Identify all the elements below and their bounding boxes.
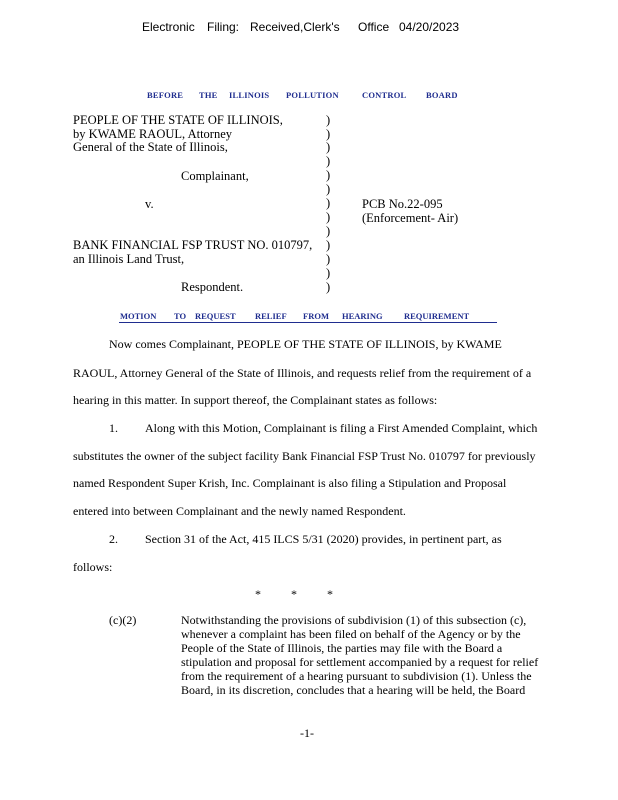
body-line: follows: (73, 560, 113, 574)
caption-paren: ) (326, 168, 331, 182)
motion-title-word: MOTION (120, 311, 157, 321)
caption-paren: ) (326, 238, 331, 252)
caption-paren: ) (326, 140, 331, 154)
section-break-asterisk: * (327, 587, 333, 601)
quote-line: Notwithstanding the provisions of subdivision (1) of this subsection (c), (181, 613, 527, 627)
board-title-word: THE (199, 90, 218, 100)
caption-plaintiff-line: by KWAME RAOUL, Attorney (73, 127, 233, 141)
board-title-word: POLLUTION (286, 90, 339, 100)
caption-paren: ) (326, 224, 331, 238)
caption-paren: ) (326, 127, 331, 141)
motion-title-word: REQUIREMENT (404, 311, 470, 321)
caption-paren: ) (326, 210, 331, 224)
body-line: Along with this Motion, Complainant is filing a First Amended Complaint, which (145, 421, 538, 435)
quote-line: from the requirement of a hearing pursuant to subdivision (1). Unless the (181, 669, 532, 683)
caption-respondent-line: an Illinois Land Trust, (73, 252, 185, 266)
body-line: hearing in this matter. In support thereof, the Complainant states as follows: (73, 393, 438, 407)
caption-versus: v. (145, 197, 154, 211)
stamp-received: Received,Clerk's (250, 20, 340, 34)
caption-paren: ) (326, 266, 331, 280)
paragraph-number: 2. (109, 532, 118, 546)
motion-title-word: FROM (303, 311, 329, 321)
caption-complainant-role: Complainant, (181, 169, 249, 183)
section-break-asterisk: * (255, 587, 261, 601)
board-title-word: BEFORE (147, 90, 184, 100)
caption-paren: ) (326, 252, 331, 266)
paragraph-number: 1. (109, 421, 118, 435)
stamp-date: 04/20/2023 (399, 20, 460, 34)
board-title-word: CONTROL (362, 90, 407, 100)
quote-line: Board, in its discretion, concludes that a hearing will be held, the Board (181, 683, 526, 697)
caption-paren: ) (326, 154, 331, 168)
section-break-asterisk: * (291, 587, 297, 601)
quote-line: whenever a complaint has been filed on behalf of the Agency or by the (181, 627, 521, 641)
case-type: (Enforcement- Air) (362, 211, 459, 225)
caption-paren: ) (326, 196, 331, 210)
page-number: -1- (300, 726, 314, 740)
body-line: Now comes Complainant, PEOPLE OF THE STATE OF ILLINOIS, by KWAME (109, 337, 502, 351)
body-line: Section 31 of the Act, 415 ILCS 5/31 (2020) provides, in pertinent part, as (145, 532, 502, 546)
motion-title-word: HEARING (342, 311, 383, 321)
stamp-electronic: Electronic (142, 20, 195, 34)
motion-title-word: RELIEF (255, 311, 287, 321)
caption-respondent-role: Respondent. (181, 280, 244, 294)
board-title-word: BOARD (426, 90, 458, 100)
stamp-filing: Filing: (207, 20, 240, 34)
stamp-office: Office (358, 20, 390, 34)
caption-respondent-line: BANK FINANCIAL FSP TRUST NO. 010797, (73, 238, 313, 252)
quote-line: stipulation and proposal for settlement accompanied by a request for relief (181, 655, 539, 669)
body-line: RAOUL, Attorney General of the State of Illinois, and requests relief from the requirement of a (73, 366, 532, 380)
caption-plaintiff-line: General of the State of Illinois, (73, 140, 228, 154)
body-line: substitutes the owner of the subject facility Bank Financial FSP Trust No. 010797 for previously (73, 449, 536, 463)
board-title-word: ILLINOIS (229, 90, 270, 100)
case-number: PCB No.22-095 (362, 197, 443, 211)
quote-line: People of the State of Illinois, the parties may file with the Board a (181, 641, 503, 655)
body-line: entered into between Complainant and the newly named Respondent. (73, 504, 406, 518)
caption-paren: ) (326, 280, 331, 294)
motion-title-underline (119, 322, 497, 323)
caption-plaintiff-line: PEOPLE OF THE STATE OF ILLINOIS, (73, 113, 283, 127)
quote-label: (c)(2) (109, 613, 137, 627)
caption-paren: ) (326, 113, 331, 127)
caption-paren: ) (326, 182, 331, 196)
motion-title-word: REQUEST (195, 311, 236, 321)
body-line: named Respondent Super Krish, Inc. Complainant is also filing a Stipulation and Proposal (73, 476, 507, 490)
motion-title-word: TO (174, 311, 187, 321)
